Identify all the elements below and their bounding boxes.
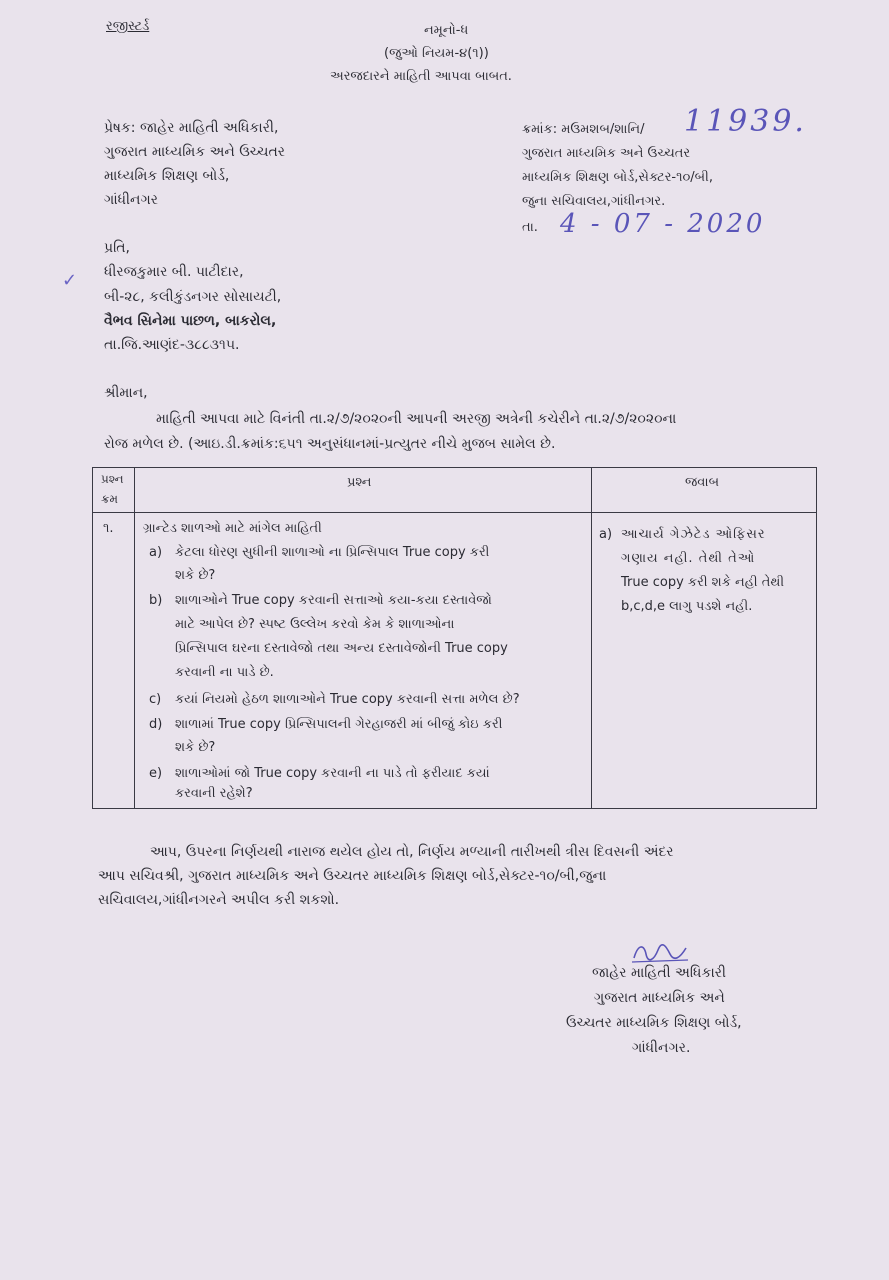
registered-label: રજીસ્ટર્ડ (106, 19, 150, 34)
check-mark-icon: ✓ (62, 270, 78, 291)
row-intro: ગ્રાન્ટેડ શાળઓ માટે માંગેલ માહિતી (143, 521, 322, 536)
body-paragraph-line: રોજ મળેલ છે. (આઇ.ડી.ક્રમાંક:૬૫૧ અનુસંધાનમાં-પ્રત્યુતર નીચે મુજબ સામેલ છે. (104, 436, 556, 452)
salutation: શ્રીમાન, (104, 385, 148, 401)
question-d-label: d) (149, 717, 163, 732)
appeal-line: સચિવાલય,ગાંધીનગરને અપીલ કરી શકશો. (98, 892, 340, 908)
question-b-line: પ્રિન્સિપાલ ઘરના દસ્તાવેજો તથા અન્ય દસ્તાવેજોની True copy (175, 641, 508, 656)
question-a-label: a) (149, 545, 163, 560)
reference-number-handwritten: 11939. (684, 104, 807, 139)
recipient-line: બી-૨૮, કલીકુંડનગર સોસાયટી, (104, 289, 282, 305)
answer-line: ગણાય નહી. તેથી તેઓ (621, 551, 756, 566)
recipient-line: ધીરજકુમાર બી. પાટીદાર, (104, 264, 244, 280)
question-b-line: શાળાઓને True copy કરવાની સત્તાઓ કયા-કયા દસ્તાવેજો (175, 593, 492, 608)
question-b-line: માટે આપેલ છે? સ્પષ્ટ ઉલ્લેખ કરવો કેમ કે શાળાઓના (175, 617, 455, 632)
recipient-line: વૈભવ સિનેમા પાછળ, બાકરોલ, (104, 313, 277, 329)
date-handwritten: 4 - 07 - 2020 (560, 209, 766, 239)
signature-line: જાહેર માહિતી અધિકારી (592, 965, 727, 981)
signature-line: ગુજરાત માધ્યમિક અને (594, 990, 725, 1006)
question-d-line: શકે છે? (175, 740, 216, 755)
question-e-line: શાળાઓમાં જો True copy કરવાની ના પાડે તો ફરીયાદ કયાં (175, 766, 490, 781)
question-d-line: શાળામાં True copy પ્રિન્સિપાલની ગેરહાજરી માં બીજું કોઇ કરી (175, 717, 503, 732)
question-e-label: e) (149, 766, 163, 781)
question-c-label: c) (149, 692, 162, 707)
date-label: તા. (522, 220, 538, 235)
sender-line: પ્રેષક: જાહેર માહિતી અધિકારી, (104, 120, 279, 136)
rule-reference: (જુઓ નિયમ-૪(૧)) (384, 46, 489, 61)
header-serial: પ્રશ્ન (101, 472, 124, 486)
answer-label: a) (599, 527, 613, 542)
reference-address-line: જુના સચિવાલય,ગાંધીનગર. (522, 194, 666, 209)
body-paragraph-line: માહિતી આપવા માટે વિનંતી તા.૨/૭/૨૦૨૦ની આપની અરજી અત્રેની કચેરીને તા.૨/૭/૨૦૨૦ના (156, 411, 677, 427)
question-e-line: કરવાની રહેશે? (175, 786, 253, 801)
answer-line: આચાર્ય ગેઝેટેડ ઓફિસર (621, 527, 766, 542)
reference-number-label: ક્રમાંક: મઉમશબ/શાનિ/ (522, 122, 645, 137)
question-c-line: કયાં નિયમો હેઠળ શાળાઓને True copy કરવાની સત્તા મળેલ છે? (175, 692, 520, 707)
answer-line: b,c,d,e લાગુ પડશે નહી. (621, 599, 753, 614)
appeal-line: આપ સચિવશ્રી, ગુજરાત માધ્યમિક અને ઉચ્ચતર માધ્યમિક શિક્ષણ બોર્ડ,સેક્ટર-૧૦/બી,જુના (98, 868, 607, 884)
answer-line: True copy કરી શકે નહી તેથી (621, 575, 785, 590)
header-answer: જવાબ (685, 475, 720, 490)
recipient-line: પ્રતિ, (104, 240, 130, 256)
reference-address-line: ગુજરાત માધ્યમિક અને ઉચ્ચતર (522, 146, 691, 161)
reference-address-line: માધ્યમિક શિક્ષણ બોર્ડ,સેક્ટર-૧૦/બી, (522, 170, 713, 185)
question-a-line: કેટલા ધોરણ સુધીની શાળાઓ ના પ્રિન્સિપાલ True copy કરી (175, 545, 490, 560)
sender-line: માધ્યમિક શિક્ષણ બોર્ડ, (104, 168, 230, 184)
appeal-line: આપ, ઉપરના નિર્ણયથી નારાજ થયેલ હોય તો, નિર્ણય મળ્યાની તારીખથી ત્રીસ દિવસની અંદર (150, 844, 674, 860)
signature-line: ગાંધીનગર. (632, 1040, 691, 1056)
subject-line: અરજદારને માહિતી આપવા બાબત. (330, 69, 512, 84)
header-serial-2: ક્રમ (101, 492, 118, 506)
row-serial: ૧. (103, 521, 114, 536)
recipient-line: તા.જિ.આણંદ-૩૮૮૩૧૫. (104, 337, 240, 353)
header-question: પ્રશ્ન (347, 475, 372, 490)
rti-table (92, 467, 817, 809)
question-a-line: શકે છે? (175, 568, 216, 583)
sender-line: ગાંધીનગર (104, 192, 158, 208)
sender-line: ગુજરાત માધ્યમિક અને ઉચ્ચતર (104, 144, 286, 160)
question-b-label: b) (149, 593, 163, 608)
signature-line: ઉચ્ચતર માધ્યમિક શિક્ષણ બોર્ડ, (566, 1015, 742, 1031)
question-b-line: કરવાની ના પાડે છે. (175, 665, 274, 680)
form-name: નમૂનો-ધ (424, 23, 469, 38)
